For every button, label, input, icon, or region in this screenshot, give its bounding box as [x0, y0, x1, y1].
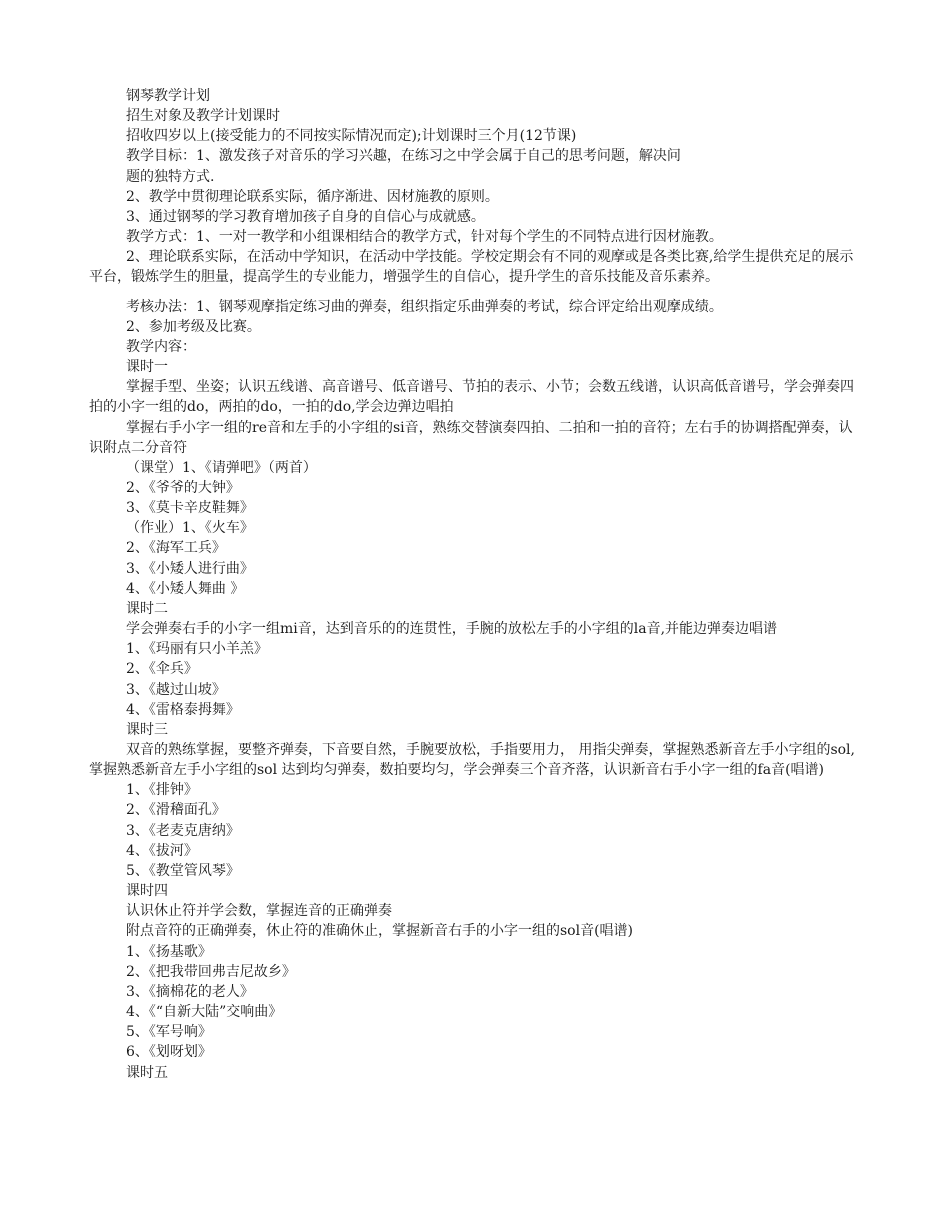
list-item: （课堂）1、《请弹吧》（两首）: [126, 459, 317, 476]
lesson-heading: 课时五: [126, 1064, 168, 1081]
list-item: 1、《扬基歌》: [126, 943, 212, 960]
lesson-text: 附点音符的正确弹奏，休止符的准确休止，掌握新音右手的小字一组的sol音(唱谱): [126, 923, 634, 940]
list-item: 3、《摘棉花的老人》: [126, 983, 254, 1000]
lesson-text: 掌握右手小字一组的re音和左手的小字组的si音，熟练交替演奏四拍、二拍和一拍的音符；左右手的协调搭配弹奏，认识附点二分音符: [89, 419, 853, 456]
document-page: [89, 86, 861, 1083]
list-item: 4、《“自新大陆”交响曲》: [126, 1004, 283, 1021]
lesson-heading: 课时三: [126, 721, 168, 738]
list-item: 4、《雷格泰拇舞》: [126, 701, 240, 718]
list-item: 2、《滑稽面孔》: [126, 802, 226, 819]
method-text: 2、理论联系实际，在活动中学知识，在活动中学技能。学校定期会有不同的观摩或是各类比赛,给学生提供充足的展示平台，锻炼学生的胆量，提高学生的专业能力，增强学生的自信心，提升学生的音乐技能及音乐素养。: [89, 249, 854, 286]
goal-text: 题的独特方式.: [126, 168, 215, 185]
list-item: 3、《莫卡辛皮鞋舞》: [126, 500, 254, 517]
list-item: 1、《排钟》: [126, 782, 198, 799]
assessment-text: 考核办法：1、钢琴观摩指定练习曲的弹奏，组织指定乐曲弹奏的考试，综合评定给出观摩成绩。: [126, 298, 723, 315]
goal-text: 3、通过钢琴的学习教育增加孩子自身的自信心与成就感。: [126, 208, 485, 225]
list-item: 3、《越过山坡》: [126, 681, 226, 698]
list-item: 2、《爷爷的大钟》: [126, 479, 240, 496]
lesson-heading: 课时四: [126, 883, 168, 900]
list-item: 2、《伞兵》: [126, 661, 198, 678]
enrollment-text: 招收四岁以上(接受能力的不同按实际情况而定);计划课时三个月(12节课): [126, 128, 577, 145]
lesson-text: 学会弹奏右手的小字一组mi音，达到音乐的的连贯性，手腕的放松左手的小字组的la音,并能边弹奏边唱谱: [126, 621, 778, 638]
list-item: 5、《教堂管风琴》: [126, 862, 240, 879]
document-title: 钢琴教学计划: [126, 88, 210, 104]
list-item: 3、《老麦克唐纳》: [126, 822, 240, 839]
list-item: 4、《拔河》: [126, 842, 198, 859]
list-item: 2、《海军工兵》: [126, 540, 226, 557]
lesson-text: 认识休止符并学会数，掌握连音的正确弹奏: [126, 903, 392, 920]
content-heading: 教学内容：: [126, 338, 196, 355]
assessment-text: 2、参加考级及比赛。: [126, 318, 261, 335]
list-item: 5、《军号响》: [126, 1024, 212, 1041]
list-item: 6、《划呀划》: [126, 1044, 212, 1061]
list-item: （作业）1、《火车》: [126, 520, 254, 537]
list-item: 2、《把我带回弗吉尼故乡》: [126, 963, 296, 980]
goal-text: 2、教学中贯彻理论联系实际，循序渐进、因材施教的原则。: [126, 188, 499, 205]
lesson-heading: 课时一: [126, 359, 168, 376]
lesson-heading: 课时二: [126, 600, 168, 617]
list-item: 1、《玛丽有只小羊羔》: [126, 641, 268, 658]
lesson-text: 掌握手型、坐姿；认识五线谱、高音谱号、低音谱号、节拍的表示、小节；会数五线谱，认识高低音谱号，学会弹奏四拍的小字一组的do，两拍的do，一拍的do,学会边弹边唱拍: [89, 379, 854, 416]
method-text: 教学方式：1、一对一教学和小组课相结合的教学方式，针对每个学生的不同特点进行因材施教。: [126, 229, 723, 246]
list-item: 3、《小矮人进行曲》: [126, 560, 254, 577]
section-heading: 招生对象及教学计划课时: [126, 108, 280, 125]
list-item: 4、《小矮人舞曲 》: [126, 580, 245, 597]
lesson-text: 双音的熟练掌握，要整齐弹奏，下音要自然，手腕要放松，手指要用力， 用指尖弹奏，掌握熟悉新音左手小字组的sol, 掌握熟悉新音左手小字组的sol 达到均匀弹奏，数拍要均匀，学会弹奏三个音齐落，认识新音右手小字一组的fa音(唱谱): [89, 742, 860, 779]
goal-text: 教学目标：1、激发孩子对音乐的学习兴趣，在练习之中学会属于自己的思考问题，解决问: [126, 148, 681, 165]
